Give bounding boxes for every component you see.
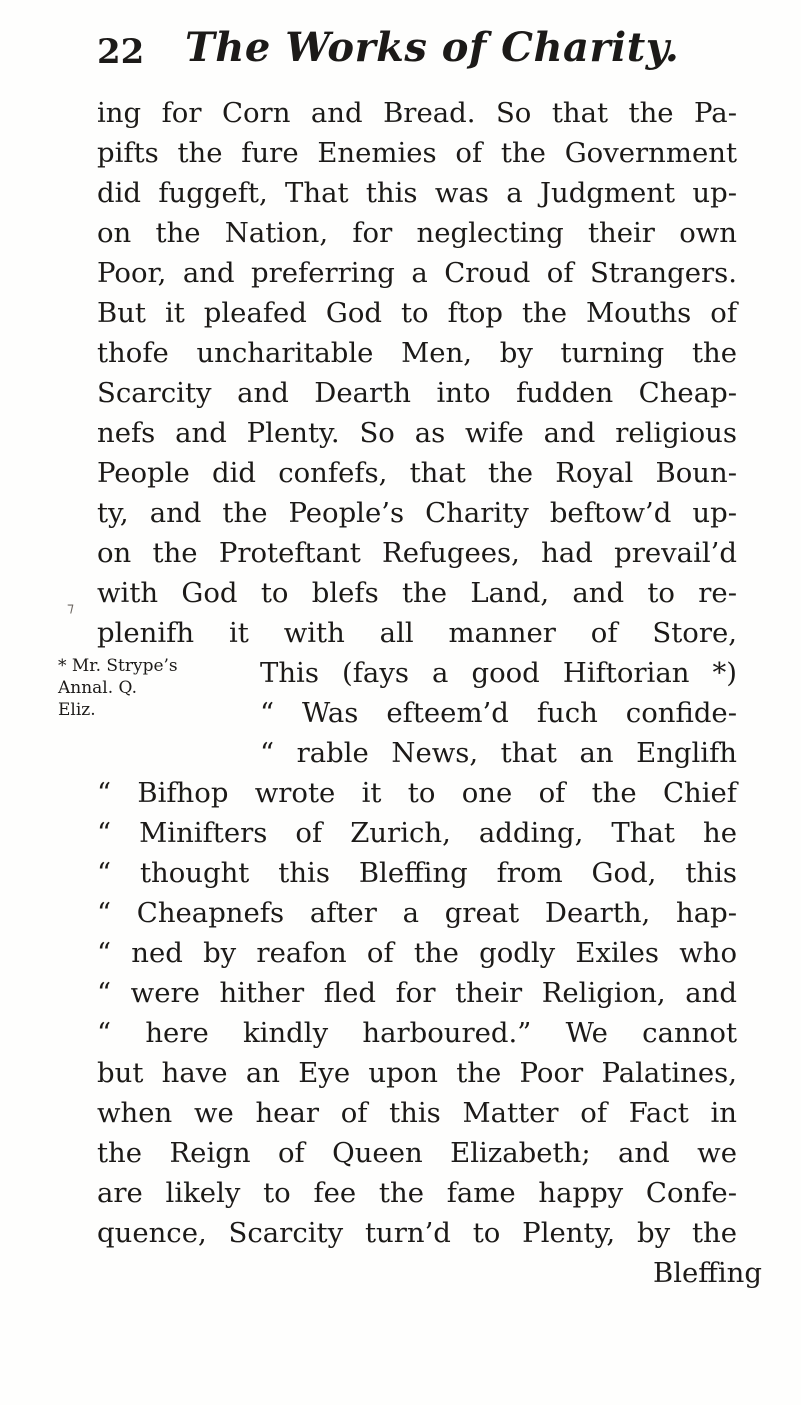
page-number: 22 <box>97 32 145 72</box>
catchword: Bleffing <box>653 1257 762 1289</box>
marginal-note <box>58 655 178 721</box>
text-line: But it pleafed God to ftop the Mouths of <box>97 297 737 329</box>
text-line: when we hear of this Matter of Fact in <box>97 1097 737 1129</box>
text-line: did fuggeft, That this was a Judgment up- <box>97 177 737 209</box>
running-title: The Works of Charity. <box>185 24 680 71</box>
text-line: the Reign of Queen Elizabeth; and we <box>97 1137 737 1169</box>
text-line: quence, Scarcity turn’d to Plenty, by the <box>97 1217 737 1249</box>
text-line: on the Nation, for neglecting their own <box>97 217 737 249</box>
marginal-note-line: Eliz. <box>58 700 96 720</box>
text-line: on the Proteftant Refugees, had prevail’d <box>97 537 737 569</box>
text-line: ing for Corn and Bread. So that the Pa- <box>97 97 737 129</box>
text-line: “ Minifters of Zurich, adding, That he <box>97 817 737 849</box>
text-line: “ ned by reafon of the godly Exiles who <box>97 937 737 969</box>
text-line: plenifh it with all manner of Store, <box>97 617 737 649</box>
text-line: pifts the fure Enemies of the Government <box>97 137 737 169</box>
text-line: thofe uncharitable Men, by turning the <box>97 337 737 369</box>
text-line: “ thought this Bleffing from God, this <box>97 857 737 889</box>
text-line: “ Bifhop wrote it to one of the Chief <box>97 777 737 809</box>
text-line: “ Cheapnefs after a great Dearth, hap- <box>97 897 737 929</box>
text-line: nefs and Plenty. So as wife and religious <box>97 417 737 449</box>
text-line: with God to blefs the Land, and to re- <box>97 577 737 609</box>
text-line: This (fays a good Hiftorian *) <box>260 657 737 689</box>
text-line: People did confefs, that the Royal Boun- <box>97 457 737 489</box>
text-line: are likely to fee the fame happy Confe- <box>97 1177 737 1209</box>
text-line: Scarcity and Dearth into fudden Cheap- <box>97 377 737 409</box>
page-header <box>97 24 697 84</box>
text-line: Poor, and preferring a Croud of Strangers. <box>97 257 737 289</box>
marginal-note-line: Annal. Q. <box>58 678 138 698</box>
text-line: “ rable News, that an Englifh <box>260 737 737 769</box>
text-line: “ here kindly harboured.” We cannot <box>97 1017 737 1049</box>
text-line: “ were hither fled for their Religion, and <box>97 977 737 1009</box>
marginal-note-line: * Mr. Strype’s <box>58 656 178 676</box>
text-line: ty, and the People’s Charity beftow’d up- <box>97 497 737 529</box>
text-line: “ Was efteem’d fuch confide- <box>260 697 737 729</box>
margin-mark: ⁊ <box>67 600 74 616</box>
text-line: but have an Eye upon the Poor Palatines, <box>97 1057 737 1089</box>
